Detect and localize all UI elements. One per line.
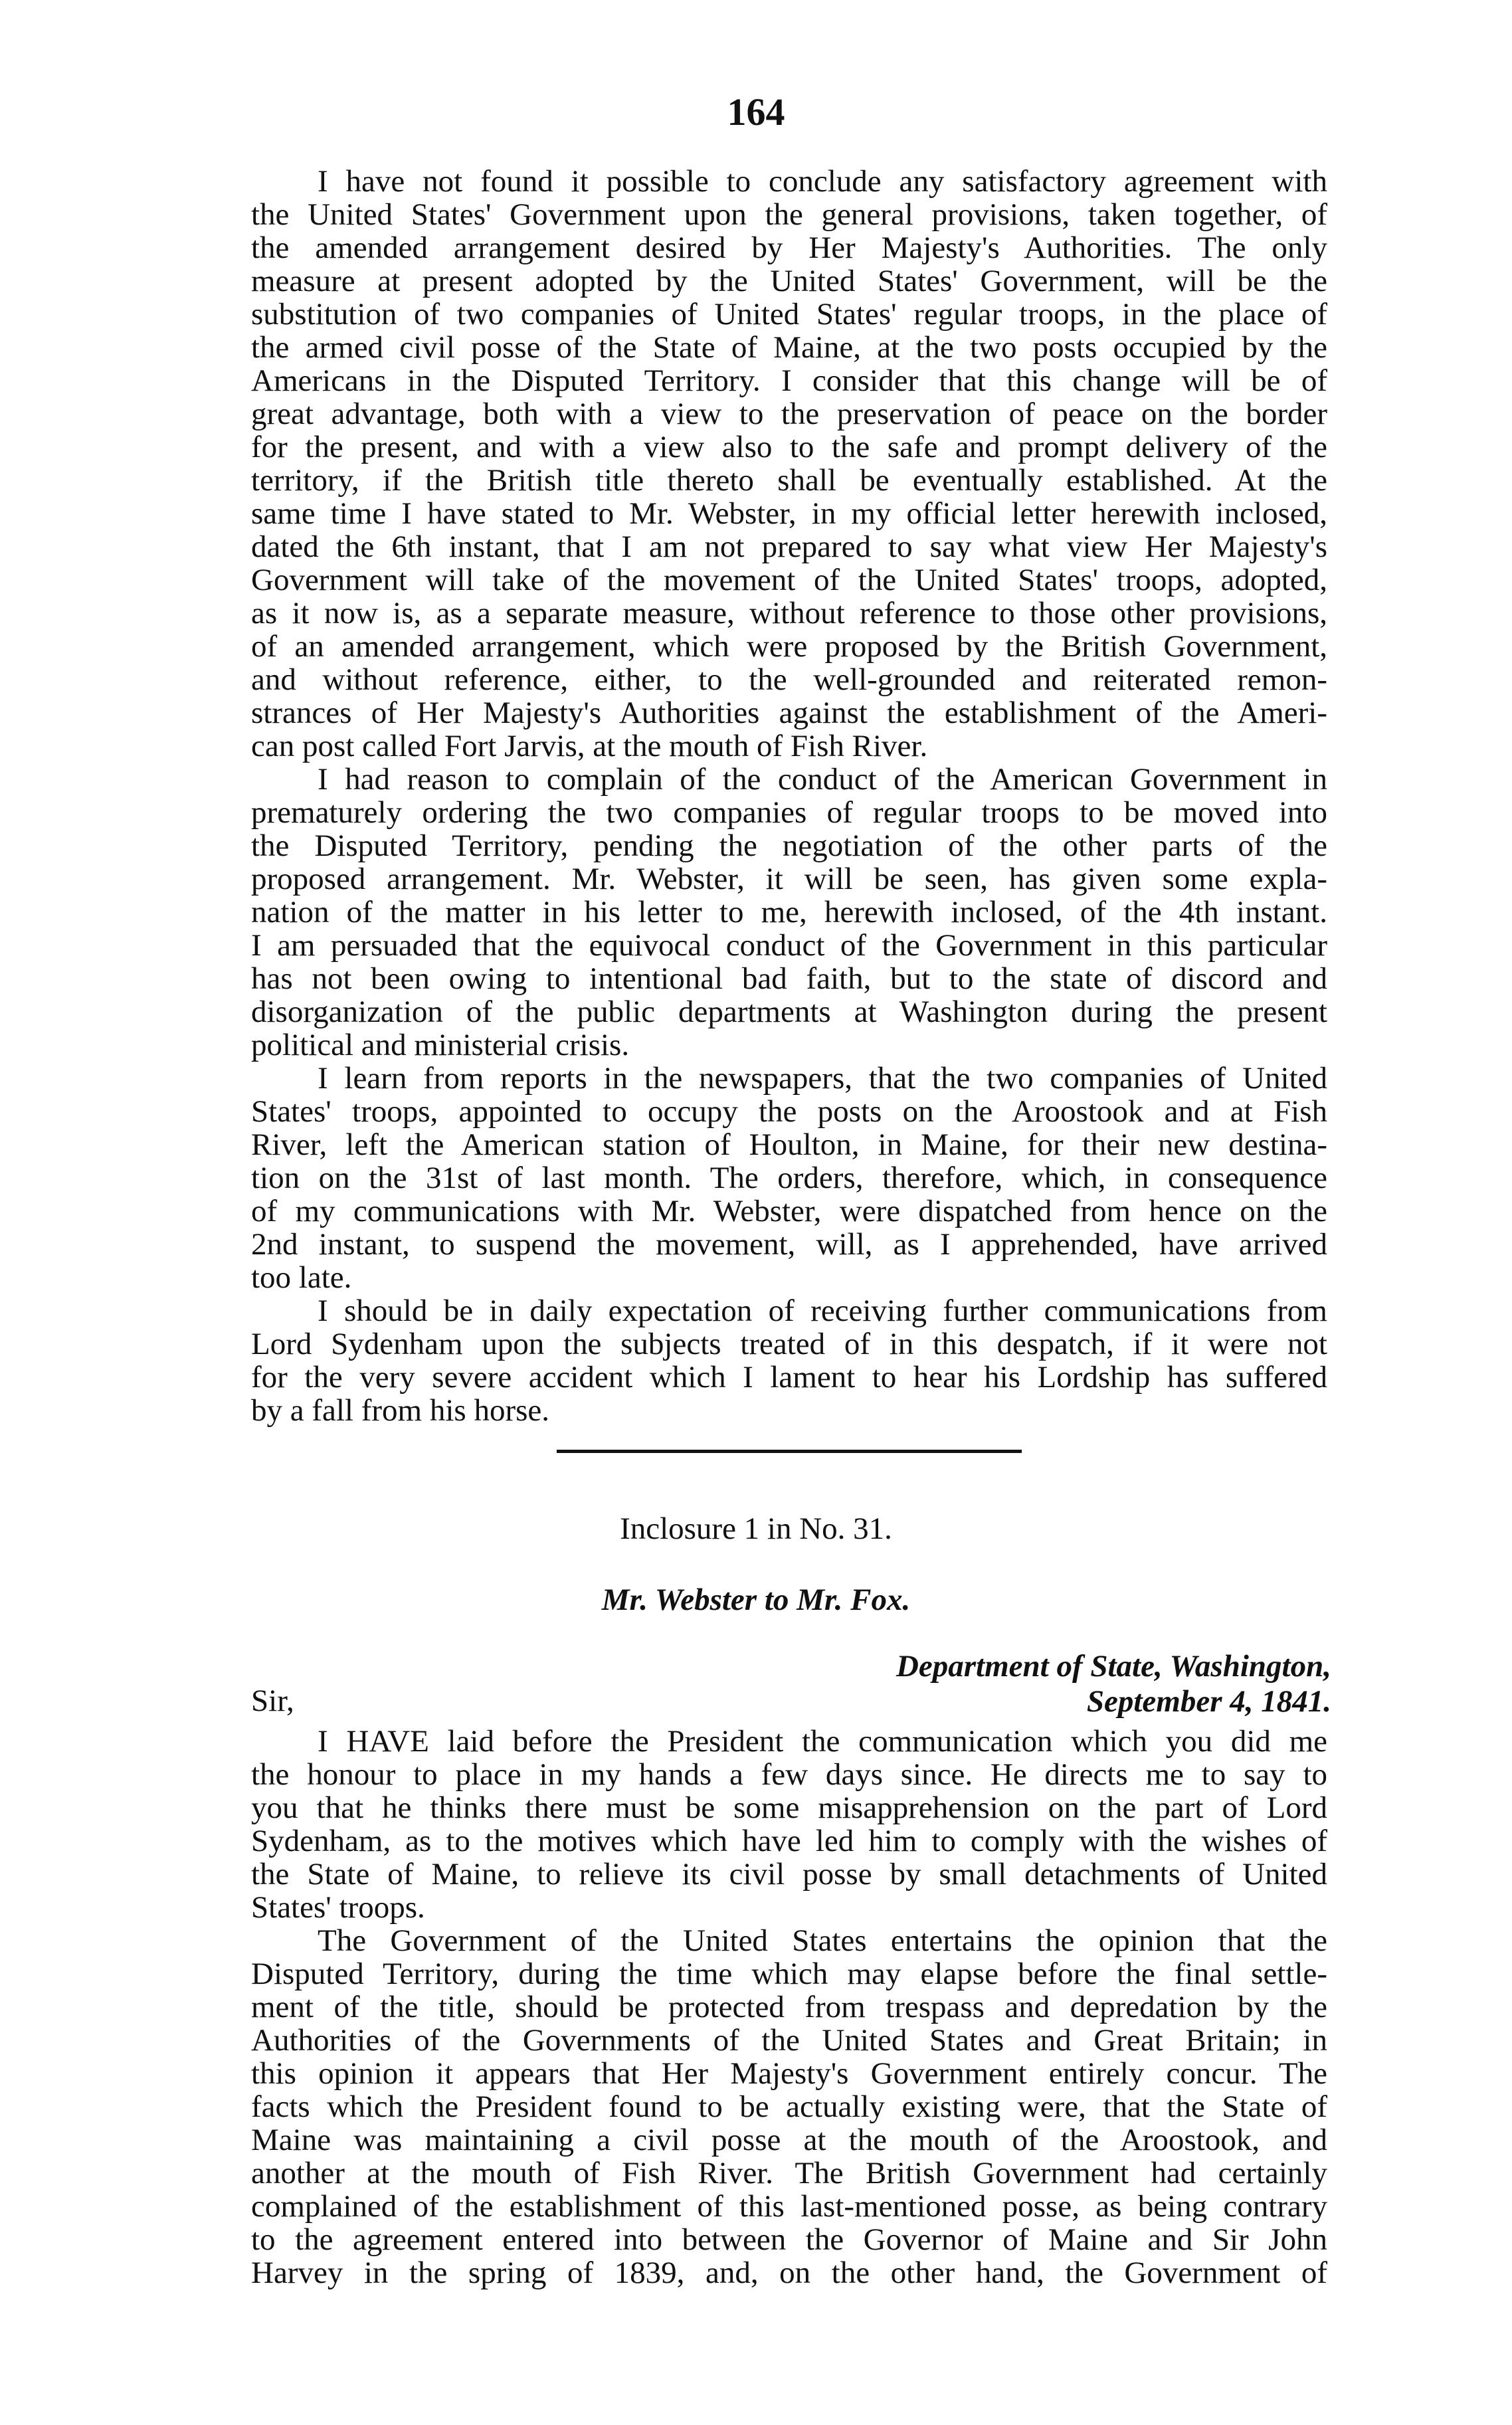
text-line: I HAVE laid before the President the communication which you did me (318, 1724, 1327, 1759)
text-line: disorganization of the public departments at Washington during the present (251, 995, 1327, 1029)
text-line: Authorities of the Governments of the United States and Great Britain; in (251, 2023, 1327, 2058)
text-line: nation of the matter in his letter to me, herewith inclosed, of the 4th instant. (251, 895, 1327, 929)
text-line: States' troops. (251, 1890, 425, 1925)
text-line: the Disputed Territory, pending the negotiation of the other parts of the (251, 828, 1327, 863)
text-line: 2nd instant, to suspend the movement, will, as I apprehended, have arrived (251, 1227, 1327, 1262)
page-number: 164 (727, 90, 785, 134)
text-line: Disputed Territory, during the time which may elapse before the final settle- (251, 1957, 1327, 1991)
text-line: the amended arrangement desired by Her Majesty's Authorities. The only (251, 231, 1327, 265)
section-divider (557, 1450, 1022, 1453)
text-line: I had reason to complain of the conduct of the American Government in (318, 762, 1327, 797)
text-line: you that he thinks there must be some misapprehension on the part of Lord (251, 1791, 1327, 1825)
text-line: political and ministerial crisis. (251, 1028, 630, 1062)
text-line: the armed civil posse of the State of Maine, at the two posts occupied by the (251, 330, 1327, 365)
text-line: by a fall from his horse. (251, 1393, 550, 1428)
text-line: great advantage, both with a view to the preservation of peace on the border (251, 397, 1327, 431)
text-line: States' troops, appointed to occupy the posts on the Aroostook and at Fish (251, 1094, 1327, 1129)
text-line: same time I have stated to Mr. Webster, in my official letter herewith inclosed, (251, 496, 1327, 531)
text-line: Harvey in the spring of 1839, and, on the other hand, the Government of (251, 2256, 1327, 2290)
text-line: can post called Fort Jarvis, at the mouth of Fish River. (251, 729, 928, 763)
text-line: I have not found it possible to conclude any satisfactory agreement with (318, 164, 1327, 199)
text-line: prematurely ordering the two companies of regular troops to be moved into (251, 795, 1327, 830)
text-line: proposed arrangement. Mr. Webster, it will be seen, has given some expla- (251, 862, 1327, 896)
salutation: Sir, (251, 1684, 294, 1718)
letter-text (251, 1725, 1327, 2289)
inclosure-title: Inclosure 1 in No. 31. (620, 1511, 892, 1546)
text-line: and without reference, either, to the well-grounded and reiterated remon- (251, 662, 1327, 697)
despatch-text (251, 165, 1327, 1427)
text-line: facts which the President found to be actually existing were, that the State of (251, 2089, 1327, 2124)
text-line: territory, if the British title thereto shall be eventually established. At the (251, 463, 1327, 498)
text-line: of an amended arrangement, which were proposed by the British Government, (251, 629, 1327, 664)
text-line: strances of Her Majesty's Authorities against the establishment of the Ameri- (251, 696, 1327, 730)
text-line: has not been owing to intentional bad faith, but to the state of discord and (251, 961, 1327, 996)
text-line: the honour to place in my hands a few days since. He directs me to say to (251, 1757, 1327, 1792)
text-line: I learn from reports in the newspapers, that the two companies of United (318, 1061, 1327, 1096)
text-line: Government will take of the movement of the United States' troops, adopted, (251, 563, 1327, 597)
text-line: The Government of the United States entertains the opinion that the (318, 1923, 1327, 1958)
dateline-place: Department of State, Washington, (896, 1649, 1331, 1684)
text-line: too late. (251, 1260, 352, 1295)
text-line: I should be in daily expectation of receiving further communications from (318, 1294, 1327, 1328)
text-line: Lord Sydenham upon the subjects treated of in this despatch, if it were not (251, 1327, 1327, 1361)
text-line: the State of Maine, to relieve its civil posse by small detachments of United (251, 1857, 1327, 1892)
text-line: I am persuaded that the equivocal conduct of the Government in this particular (251, 928, 1327, 963)
text-line: complained of the establishment of this last-mentioned posse, as being contrary (251, 2189, 1327, 2224)
text-line: dated the 6th instant, that I am not prepared to say what view Her Majesty's (251, 530, 1327, 564)
text-line: tion on the 31st of last month. The orders, therefore, which, in consequence (251, 1161, 1327, 1195)
text-line: another at the mouth of Fish River. The British Government had certainly (251, 2156, 1327, 2190)
text-line: as it now is, as a separate measure, without reference to those other provisions, (251, 596, 1327, 630)
letter-subject: Mr. Webster to Mr. Fox. (601, 1583, 911, 1617)
text-line: the United States' Government upon the general provisions, taken together, of (251, 197, 1327, 232)
text-line: for the present, and with a view also to the safe and prompt delivery of the (251, 430, 1327, 464)
text-line: this opinion it appears that Her Majesty's Government entirely concur. The (251, 2056, 1327, 2091)
text-line: Maine was maintaining a civil posse at the mouth of the Aroostook, and (251, 2123, 1327, 2157)
text-line: for the very severe accident which I lament to hear his Lordship has suffered (251, 1360, 1327, 1395)
text-line: measure at present adopted by the United States' Government, will be the (251, 264, 1327, 298)
text-line: ment of the title, should be protected from trespass and depredation by the (251, 1990, 1327, 2024)
text-line: River, left the American station of Houlton, in Maine, for their new destina- (251, 1127, 1327, 1162)
text-line: Americans in the Disputed Territory. I consider that this change will be of (251, 363, 1327, 398)
text-line: of my communications with Mr. Webster, were dispatched from hence on the (251, 1194, 1327, 1228)
dateline-date: September 4, 1841. (1086, 1684, 1331, 1719)
text-line: to the agreement entered into between the Governor of Maine and Sir John (251, 2222, 1327, 2257)
text-line: Sydenham, as to the motives which have led him to comply with the wishes of (251, 1824, 1327, 1858)
text-line: substitution of two companies of United States' regular troops, in the place of (251, 297, 1327, 332)
